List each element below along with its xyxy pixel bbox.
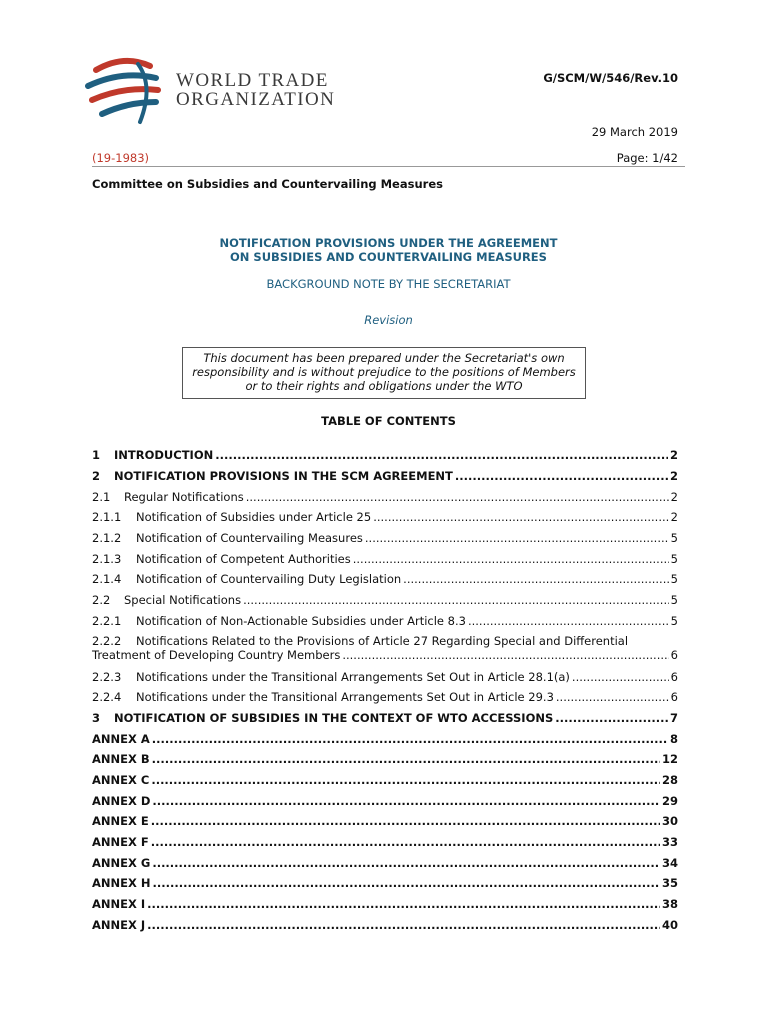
logo-line-1: WORLD TRADE xyxy=(176,70,329,91)
toc-entry-label: Notification of Countervailing Measures xyxy=(136,531,363,545)
toc-leader-dots xyxy=(151,814,660,828)
toc-entry-label: NOTIFICATION PROVISIONS IN THE SCM AGREEMENT xyxy=(114,469,453,483)
toc-leader-dots xyxy=(152,732,668,746)
toc-leader-dots xyxy=(152,752,660,766)
toc-entry-number: 2.2.1 xyxy=(92,614,122,628)
toc-entry-label: ANNEX E xyxy=(92,814,149,828)
toc-entry-label: ANNEX F xyxy=(92,835,149,849)
toc-entry-page: 5 xyxy=(670,593,678,607)
toc-entry-page: 6 xyxy=(670,670,678,684)
toc-entry-page: 5 xyxy=(670,614,678,628)
toc-entry-number: 2.1.2 xyxy=(92,531,122,545)
toc-entry[interactable] xyxy=(92,856,678,870)
toc-leader-dots xyxy=(403,572,669,586)
toc-leader-dots xyxy=(555,711,668,725)
toc-entry-page: 7 xyxy=(669,711,678,725)
toc-entry-number: 3 xyxy=(92,711,101,725)
toc-entry[interactable] xyxy=(92,814,678,828)
toc-entry-number: 2 xyxy=(92,469,101,483)
toc-entry-number: 1 xyxy=(92,448,101,462)
toc-entry[interactable] xyxy=(92,448,678,462)
toc-entry[interactable] xyxy=(92,469,678,483)
toc-entry-label: INTRODUCTION xyxy=(114,448,214,462)
document-subtitle: BACKGROUND NOTE BY THE SECRETARIAT xyxy=(266,277,511,291)
title-line-1: NOTIFICATION PROVISIONS UNDER THE AGREEMENT xyxy=(219,236,558,250)
toc-entry[interactable] xyxy=(92,773,678,787)
toc-entry[interactable] xyxy=(92,835,678,849)
toc-entry-number: 2.1 xyxy=(92,490,111,504)
toc-entry[interactable] xyxy=(92,732,678,746)
toc-entry-label: ANNEX D xyxy=(92,794,151,808)
toc-entry-label: ANNEX G xyxy=(92,856,151,870)
toc-entry-page: 2 xyxy=(669,469,678,483)
toc-entry[interactable] xyxy=(92,876,678,890)
toc-entry[interactable] xyxy=(92,897,678,911)
disclaimer-box xyxy=(182,347,586,399)
toc-entry-number: 2.2.3 xyxy=(92,670,122,684)
header-divider xyxy=(92,166,685,167)
wto-logo xyxy=(84,56,344,132)
toc-entry-label: ANNEX H xyxy=(92,876,151,890)
toc-leader-dots xyxy=(572,670,669,684)
toc-entry-page: 2 xyxy=(670,490,678,504)
toc-entry-page: 8 xyxy=(669,732,678,746)
toc-entry[interactable] xyxy=(92,690,678,704)
toc-entry-page: 5 xyxy=(670,531,678,545)
toc-leader-dots xyxy=(152,794,660,808)
toc-leader-dots xyxy=(243,593,669,607)
toc-entry-page: 5 xyxy=(670,552,678,566)
toc-entry-number: 2.1.4 xyxy=(92,572,122,586)
toc-entry[interactable] xyxy=(92,490,678,504)
logo-line-2: ORGANIZATION xyxy=(176,89,336,110)
toc-entry-label: ANNEX C xyxy=(92,773,150,787)
toc-entry-label: Notification of Non-Actionable Subsidies under Article 8.3 xyxy=(136,614,466,628)
toc-entry-label: Notification of Subsidies under Article 25 xyxy=(136,510,372,524)
toc-entry-page: 2 xyxy=(669,448,678,462)
toc-leader-dots xyxy=(153,876,660,890)
toc-leader-dots xyxy=(151,773,660,787)
revision-label: Revision xyxy=(364,313,413,327)
toc-entry-number: 2.1.1 xyxy=(92,510,122,524)
toc-entry-label: ANNEX B xyxy=(92,752,150,766)
toc-entry-label: ANNEX J xyxy=(92,918,146,932)
toc-entry-label: NOTIFICATION OF SUBSIDIES IN THE CONTEXT OF WTO ACCESSIONS xyxy=(114,711,554,725)
toc-entry-page: 38 xyxy=(661,897,678,911)
toc-entry-label: Notification of Countervailing Duty Legislation xyxy=(136,572,402,586)
toc-entry-label-line-1: Notifications Related to the Provisions of Article 27 Regarding Special and Differential xyxy=(136,634,629,648)
toc-leader-dots xyxy=(246,490,669,504)
document-title xyxy=(92,236,685,264)
toc-entry-number: 2.1.3 xyxy=(92,552,122,566)
toc-entry-label: Regular Notifications xyxy=(124,490,244,504)
disclaimer-line-2: responsibility and is without prejudice to the positions of Members xyxy=(192,365,576,379)
toc-entry-label: Notification of Competent Authorities xyxy=(136,552,351,566)
toc-entry-page: 35 xyxy=(661,876,678,890)
toc-entry-page: 30 xyxy=(661,814,678,828)
document-date: 29 March 2019 xyxy=(591,125,678,139)
page-number: Page: 1/42 xyxy=(616,151,678,165)
toc-entry-label: Special Notifications xyxy=(124,593,242,607)
toc-entry-page: 29 xyxy=(661,794,678,808)
toc-entry[interactable] xyxy=(92,572,678,586)
toc-leader-dots xyxy=(468,614,669,628)
wto-logo-icon xyxy=(84,56,168,132)
toc-entry-page: 34 xyxy=(661,856,678,870)
toc-leader-dots xyxy=(215,448,668,462)
toc-entry-number: 2.2.2 xyxy=(92,634,122,648)
toc-entry[interactable] xyxy=(92,711,678,725)
toc-entry[interactable] xyxy=(92,531,678,545)
toc-entry-label: Treatment of Developing Country Members xyxy=(92,648,341,662)
toc-entry[interactable] xyxy=(92,614,678,628)
toc-entry-page: 12 xyxy=(661,752,678,766)
toc-entry-page: 6 xyxy=(670,648,678,662)
toc-entry[interactable] xyxy=(92,634,678,662)
toc-entry[interactable] xyxy=(92,593,678,607)
toc-entry-number: 2.2 xyxy=(92,593,111,607)
toc-leader-dots xyxy=(342,648,668,662)
toc-leader-dots xyxy=(147,918,660,932)
toc-entry-page: 28 xyxy=(661,773,678,787)
toc-leader-dots xyxy=(353,552,669,566)
job-number: (19-1983) xyxy=(92,151,150,165)
toc-entry-page: 5 xyxy=(670,572,678,586)
toc-entry[interactable] xyxy=(92,918,678,932)
toc-entry-label: ANNEX A xyxy=(92,732,150,746)
logo-wordmark xyxy=(176,71,335,109)
disclaimer-line-3: or to their rights and obligations under the WTO xyxy=(245,379,523,393)
title-line-2: ON SUBSIDIES AND COUNTERVAILING MEASURES xyxy=(230,250,547,264)
toc-leader-dots xyxy=(455,469,668,483)
toc-entry-page: 33 xyxy=(661,835,678,849)
disclaimer-line-1: This document has been prepared under the Secretariat's own xyxy=(203,351,565,365)
toc-entry[interactable] xyxy=(92,552,678,566)
document-symbol: G/SCM/W/546/Rev.10 xyxy=(543,71,678,85)
toc-entry-label: ANNEX I xyxy=(92,897,146,911)
toc-leader-dots xyxy=(556,690,669,704)
toc-entry-page: 6 xyxy=(670,690,678,704)
toc-leader-dots xyxy=(152,856,660,870)
toc-entry[interactable] xyxy=(92,794,678,808)
toc-heading: TABLE OF CONTENTS xyxy=(321,414,456,428)
toc-leader-dots xyxy=(373,510,668,524)
toc-entry-label: Notifications under the Transitional Arrangements Set Out in Article 28.1(a) xyxy=(136,670,570,684)
toc-entry-page: 2 xyxy=(670,510,678,524)
toc-leader-dots xyxy=(365,531,669,545)
committee-name: Committee on Subsidies and Countervailing Measures xyxy=(92,177,443,191)
toc-entry-label: Notifications under the Transitional Arrangements Set Out in Article 29.3 xyxy=(136,690,554,704)
toc-leader-dots xyxy=(151,835,660,849)
toc-entry[interactable] xyxy=(92,510,678,524)
toc-leader-dots xyxy=(147,897,660,911)
toc-entry[interactable] xyxy=(92,670,678,684)
toc-entry-page: 40 xyxy=(661,918,678,932)
toc-entry[interactable] xyxy=(92,752,678,766)
toc-entry-number: 2.2.4 xyxy=(92,690,122,704)
